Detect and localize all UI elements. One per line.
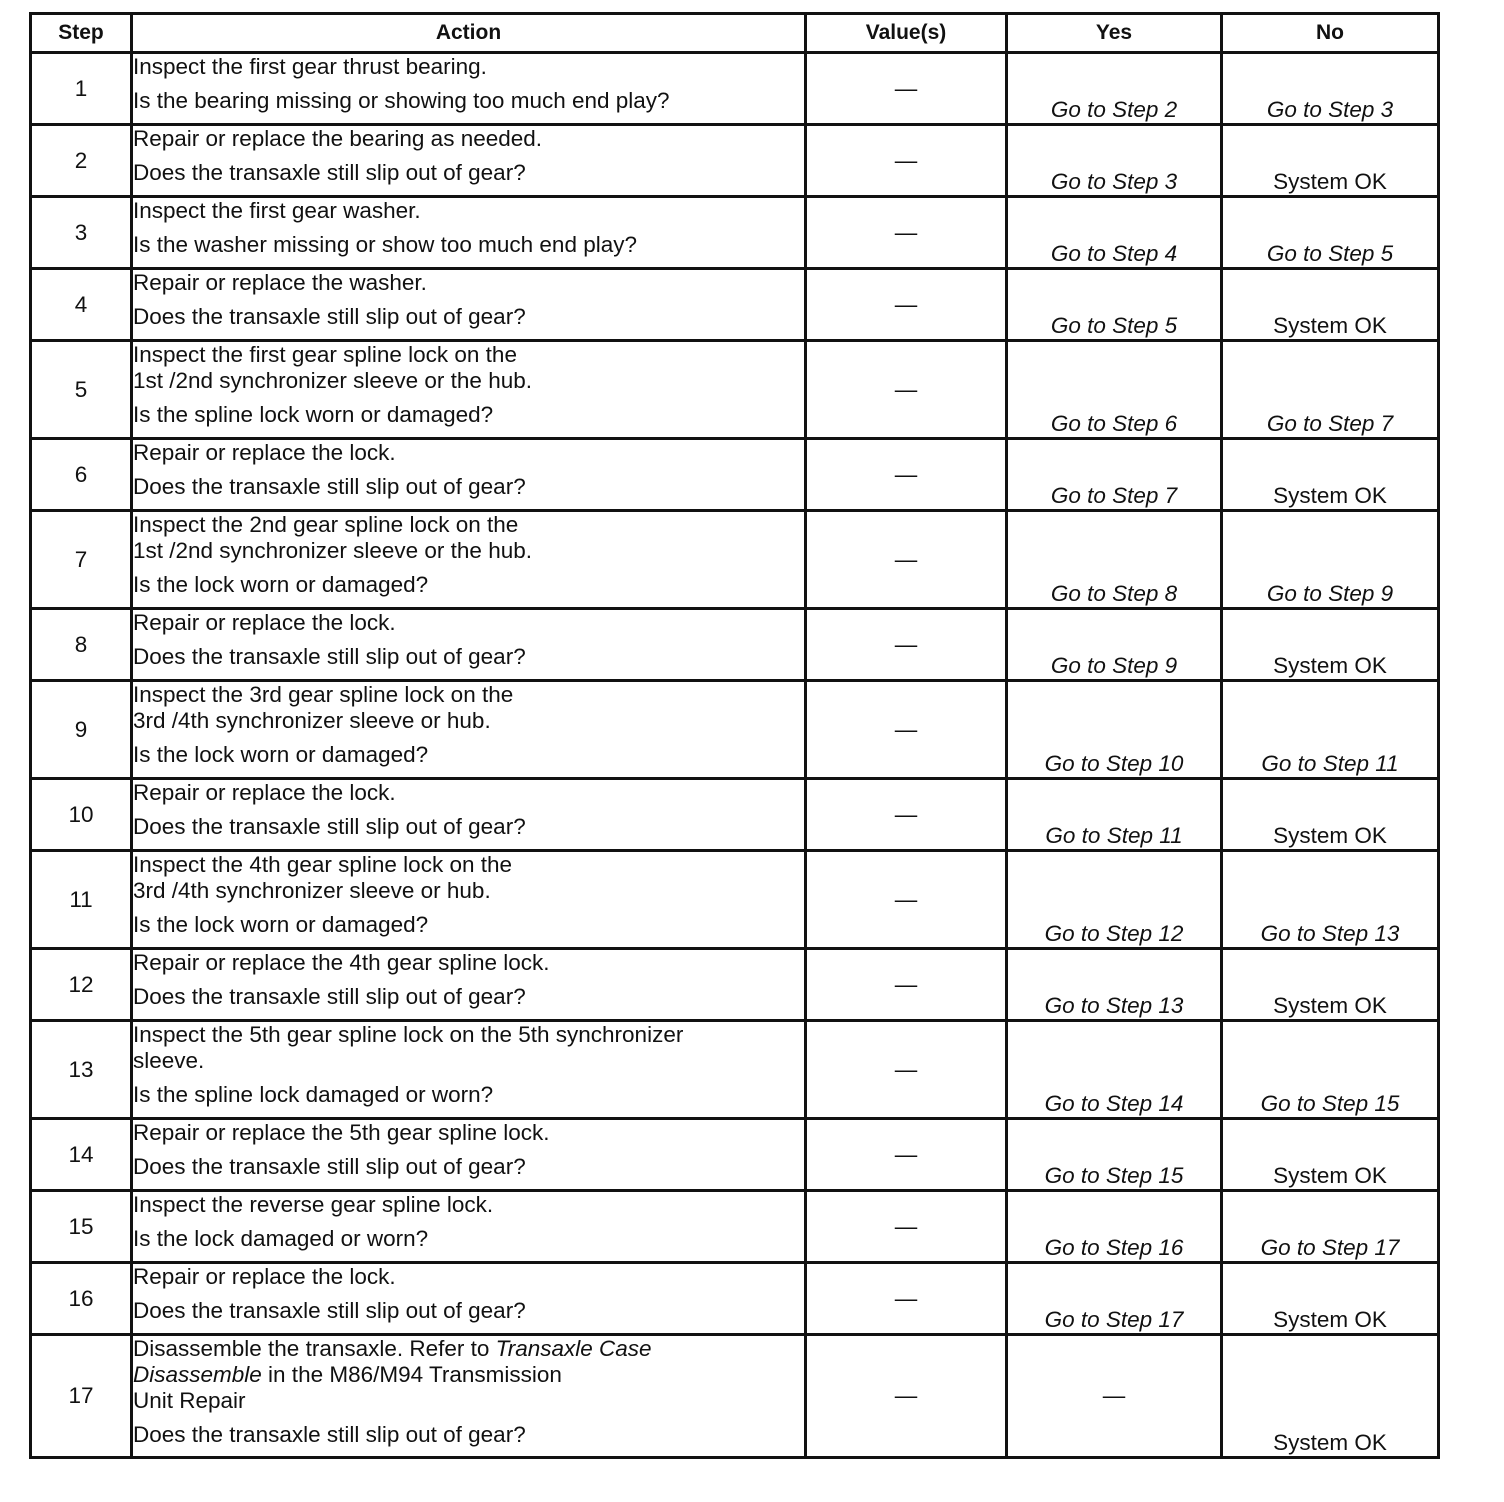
yes-result: Go to Step 14 — [1044, 1091, 1184, 1116]
action-question: Is the spline lock damaged or worn? — [133, 1082, 494, 1107]
yes-cell — [1007, 125, 1222, 197]
step-number: 2 — [31, 125, 132, 197]
no-result: System OK — [1273, 483, 1387, 508]
step-number: 5 — [31, 341, 132, 439]
action-line: Inspect the first gear washer. — [133, 198, 421, 223]
action-question: Is the lock damaged or worn? — [133, 1226, 429, 1251]
action-line: Repair or replace the lock. — [133, 780, 396, 805]
action-line: 1st /2nd synchronizer sleeve or the hub. — [133, 368, 532, 393]
step-number: 10 — [31, 779, 132, 851]
yes-cell — [1007, 439, 1222, 511]
action-line: 3rd /4th synchronizer sleeve or hub. — [133, 878, 491, 903]
no-result: Go to Step 13 — [1260, 921, 1400, 946]
header-row — [31, 14, 1439, 53]
table-row-15 — [31, 1191, 1439, 1263]
action-line: Inspect the first gear spline lock on the — [133, 342, 517, 367]
diagnostic-table — [29, 12, 1440, 1459]
action-question: Does the transaxle still slip out of gear? — [133, 1298, 526, 1323]
action-question: Does the transaxle still slip out of gear? — [133, 474, 526, 499]
action-line: sleeve. — [133, 1048, 205, 1073]
action-line: Unit Repair — [133, 1388, 246, 1413]
header-values: Value(s) — [806, 14, 1007, 53]
action-question: Does the transaxle still slip out of gear? — [133, 1422, 526, 1447]
action-cell — [132, 1119, 806, 1191]
header-yes: Yes — [1007, 14, 1222, 53]
no-cell — [1222, 1191, 1439, 1263]
yes-result: Go to Step 17 — [1044, 1307, 1184, 1332]
yes-cell — [1007, 949, 1222, 1021]
step-number: 6 — [31, 439, 132, 511]
action-cell — [132, 681, 806, 779]
yes-cell — [1007, 851, 1222, 949]
action-cell — [132, 851, 806, 949]
yes-cell — [1007, 269, 1222, 341]
action-line: Repair or replace the lock. — [133, 440, 396, 465]
action-line: Repair or replace the lock. — [133, 610, 396, 635]
step-number: 13 — [31, 1021, 132, 1119]
action-line: 1st /2nd synchronizer sleeve or the hub. — [133, 538, 532, 563]
value-cell: — — [806, 681, 1007, 779]
no-cell — [1222, 439, 1439, 511]
no-result: Go to Step 15 — [1260, 1091, 1400, 1116]
action-line: Inspect the reverse gear spline lock. — [133, 1192, 494, 1217]
value-cell: — — [806, 779, 1007, 851]
yes-result: Go to Step 9 — [1050, 653, 1178, 678]
no-cell — [1222, 949, 1439, 1021]
yes-result: Go to Step 15 — [1044, 1163, 1184, 1188]
action-line: Repair or replace the bearing as needed. — [133, 126, 543, 151]
table-row-8 — [31, 609, 1439, 681]
step-number: 1 — [31, 53, 132, 125]
table-row-3 — [31, 197, 1439, 269]
no-result: Go to Step 5 — [1266, 241, 1394, 266]
action-cell — [132, 779, 806, 851]
table-row-11 — [31, 851, 1439, 949]
action-question: Is the washer missing or show too much end play? — [133, 232, 637, 257]
no-cell — [1222, 1021, 1439, 1119]
action-cell — [132, 53, 806, 125]
value-cell: — — [806, 1191, 1007, 1263]
yes-result: Go to Step 7 — [1050, 483, 1178, 508]
step-number: 9 — [31, 681, 132, 779]
yes-result: Go to Step 10 — [1044, 751, 1184, 776]
action-question: Is the lock worn or damaged? — [133, 912, 429, 937]
action-line — [133, 1362, 804, 1388]
step-number: 8 — [31, 609, 132, 681]
no-cell — [1222, 1263, 1439, 1335]
no-cell — [1222, 511, 1439, 609]
value-cell: — — [806, 341, 1007, 439]
action-cell — [132, 197, 806, 269]
value-cell: — — [806, 1335, 1007, 1458]
no-cell — [1222, 1119, 1439, 1191]
yes-result: Go to Step 5 — [1050, 313, 1178, 338]
action-cell — [132, 1335, 806, 1458]
yes-cell — [1007, 53, 1222, 125]
no-cell: System OK — [1222, 1335, 1439, 1458]
step-number: 15 — [31, 1191, 132, 1263]
yes-result: Go to Step 3 — [1050, 169, 1178, 194]
yes-cell — [1007, 1021, 1222, 1119]
yes-cell: — — [1007, 1335, 1222, 1458]
value-cell: — — [806, 53, 1007, 125]
no-result: System OK — [1273, 653, 1387, 678]
no-cell — [1222, 53, 1439, 125]
manual-reference-link-cont: Disassemble — [133, 1362, 262, 1387]
table-row-4 — [31, 269, 1439, 341]
no-result: System OK — [1273, 1163, 1387, 1188]
yes-result: Go to Step 2 — [1050, 97, 1178, 122]
value-cell: — — [806, 1021, 1007, 1119]
action-cell — [132, 269, 806, 341]
yes-cell — [1007, 1191, 1222, 1263]
action-question: Does the transaxle still slip out of gear? — [133, 1154, 526, 1179]
yes-result: Go to Step 11 — [1045, 823, 1183, 848]
table-row-10 — [31, 779, 1439, 851]
table-row-1 — [31, 53, 1439, 125]
step-number: 11 — [31, 851, 132, 949]
no-cell — [1222, 779, 1439, 851]
yes-result: Go to Step 6 — [1050, 411, 1178, 436]
table-row-6 — [31, 439, 1439, 511]
table-row-14 — [31, 1119, 1439, 1191]
action-cell — [132, 439, 806, 511]
no-cell — [1222, 197, 1439, 269]
yes-result: Go to Step 12 — [1044, 921, 1184, 946]
yes-cell — [1007, 1263, 1222, 1335]
no-cell — [1222, 269, 1439, 341]
action-line: Inspect the 3rd gear spline lock on the — [133, 682, 514, 707]
action-line: Repair or replace the lock. — [133, 1264, 396, 1289]
action-line: Repair or replace the washer. — [133, 270, 427, 295]
action-cell — [132, 511, 806, 609]
step-number: 4 — [31, 269, 132, 341]
value-cell: — — [806, 125, 1007, 197]
value-cell: — — [806, 269, 1007, 341]
table-row-17 — [31, 1335, 1439, 1458]
table-row-9 — [31, 681, 1439, 779]
step-number: 7 — [31, 511, 132, 609]
yes-result: Go to Step 16 — [1044, 1235, 1184, 1260]
step-number: 17 — [31, 1335, 132, 1458]
no-result: Go to Step 7 — [1266, 411, 1394, 436]
table-row-5 — [31, 341, 1439, 439]
yes-cell — [1007, 681, 1222, 779]
manual-reference-link: Transaxle Case — [495, 1336, 652, 1361]
action-cell — [132, 341, 806, 439]
no-cell — [1222, 341, 1439, 439]
no-result: Go to Step 3 — [1266, 97, 1394, 122]
action-question: Does the transaxle still slip out of gear? — [133, 160, 526, 185]
action-text: Disassemble the transaxle. Refer to — [133, 1336, 496, 1361]
no-cell — [1222, 609, 1439, 681]
yes-cell — [1007, 609, 1222, 681]
header-action: Action — [132, 14, 806, 53]
no-result: System OK — [1273, 1307, 1387, 1332]
step-number: 12 — [31, 949, 132, 1021]
yes-result: Go to Step 13 — [1044, 993, 1184, 1018]
step-number: 14 — [31, 1119, 132, 1191]
value-cell: — — [806, 851, 1007, 949]
action-text: in the M86/M94 Transmission — [261, 1362, 562, 1387]
action-line: Inspect the 5th gear spline lock on the 5th synchronizer — [133, 1022, 684, 1047]
action-line: Inspect the first gear thrust bearing. — [133, 54, 487, 79]
table-row-12 — [31, 949, 1439, 1021]
table-row-7 — [31, 511, 1439, 609]
value-cell: — — [806, 439, 1007, 511]
yes-cell — [1007, 341, 1222, 439]
header-no: No — [1222, 14, 1439, 53]
action-question: Does the transaxle still slip out of gear? — [133, 984, 526, 1009]
yes-cell — [1007, 1119, 1222, 1191]
table-row-13 — [31, 1021, 1439, 1119]
action-cell — [132, 1191, 806, 1263]
action-cell — [132, 125, 806, 197]
no-result: System OK — [1273, 313, 1387, 338]
no-result: System OK — [1273, 993, 1387, 1018]
no-cell — [1222, 125, 1439, 197]
yes-result: Go to Step 8 — [1050, 581, 1178, 606]
table-row-2 — [31, 125, 1439, 197]
action-line: Inspect the 2nd gear spline lock on the — [133, 512, 519, 537]
action-cell — [132, 949, 806, 1021]
value-cell: — — [806, 511, 1007, 609]
value-cell: — — [806, 949, 1007, 1021]
yes-cell — [1007, 779, 1222, 851]
value-cell: — — [806, 197, 1007, 269]
yes-cell — [1007, 511, 1222, 609]
value-cell: — — [806, 1119, 1007, 1191]
table-body — [31, 53, 1439, 1458]
action-question: Does the transaxle still slip out of gear? — [133, 814, 526, 839]
action-cell — [132, 609, 806, 681]
no-result: Go to Step 9 — [1266, 581, 1394, 606]
action-line: Inspect the 4th gear spline lock on the — [133, 852, 512, 877]
step-number: 3 — [31, 197, 132, 269]
table-row-16 — [31, 1263, 1439, 1335]
no-cell — [1222, 681, 1439, 779]
action-line — [133, 1336, 804, 1362]
no-result: Go to Step 17 — [1260, 1235, 1400, 1260]
header-step: Step — [31, 14, 132, 53]
step-number: 16 — [31, 1263, 132, 1335]
action-cell — [132, 1021, 806, 1119]
action-line: 3rd /4th synchronizer sleeve or hub. — [133, 708, 491, 733]
no-result: Go to Step 11 — [1261, 751, 1399, 776]
yes-result: Go to Step 4 — [1050, 241, 1178, 266]
no-cell — [1222, 851, 1439, 949]
no-result: System OK — [1273, 823, 1387, 848]
action-line: Repair or replace the 4th gear spline lock. — [133, 950, 550, 975]
action-cell — [132, 1263, 806, 1335]
value-cell: — — [806, 1263, 1007, 1335]
action-question: Is the spline lock worn or damaged? — [133, 402, 494, 427]
yes-cell — [1007, 197, 1222, 269]
value-cell: — — [806, 609, 1007, 681]
action-question: Is the bearing missing or showing too much end play? — [133, 88, 670, 113]
no-result: System OK — [1273, 169, 1387, 194]
action-question: Is the lock worn or damaged? — [133, 742, 429, 767]
action-question: Does the transaxle still slip out of gear? — [133, 644, 526, 669]
action-line: Repair or replace the 5th gear spline lock. — [133, 1120, 550, 1145]
action-question: Does the transaxle still slip out of gear? — [133, 304, 526, 329]
action-question: Is the lock worn or damaged? — [133, 572, 429, 597]
